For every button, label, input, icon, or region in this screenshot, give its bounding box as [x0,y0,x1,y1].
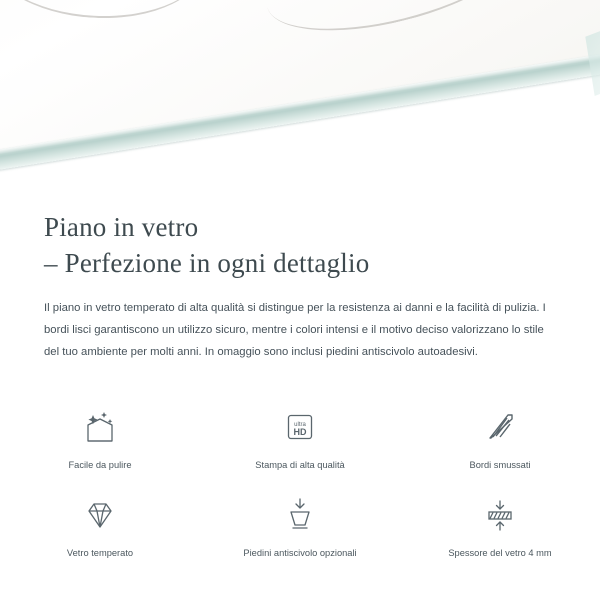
thickness-arrows-icon [478,494,522,538]
ultra-hd-icon [278,406,322,450]
feature-label: Bordi smussati [469,460,531,470]
bevelled-edge-icon [478,406,522,450]
feature-grid [0,398,600,574]
feature-label: Piedini antiscivolo opzionali [243,548,357,558]
feature-item [400,486,600,574]
svg-text:ultra: ultra [294,422,306,428]
feature-item [200,486,400,574]
hero-image-inner [0,0,600,200]
headline-line-1: Piano in vetro [44,212,199,242]
hero-image [0,0,600,200]
feature-item [200,398,400,486]
glass-panel-graphic [0,0,600,180]
anti-slip-feet-icon [278,494,322,538]
feature-item [400,398,600,486]
diamond-icon [78,494,122,538]
content-block [0,200,600,363]
feature-label: Spessore del vetro 4 mm [448,548,552,558]
grey-vein [256,0,531,52]
sparkle-cloth-icon [78,406,122,450]
feature-item [0,398,200,486]
page-title [0,200,600,281]
feature-item [0,486,200,574]
svg-text:HD: HD [293,427,307,437]
body-paragraph: Il piano in vetro temperato di alta qualità si distingue per la resistenza ai danni e la facilità di pulizia. I bordi lisci garantiscono un utilizzo sicuro, mentre i colori intensi e il motivo deciso valorizzano lo stile del tuo ambiente per molti anni. In omaggio sono inclusi piedini antiscivolo autoadesivi. [44,302,546,359]
headline-line-2: – Perfezione in ogni dettaglio [44,247,370,278]
feature-label: Vetro temperato [66,548,134,558]
feature-label: Facile da pulire [68,460,132,470]
feature-label: Stampa di alta qualità [255,460,345,470]
grey-vein [0,0,210,24]
